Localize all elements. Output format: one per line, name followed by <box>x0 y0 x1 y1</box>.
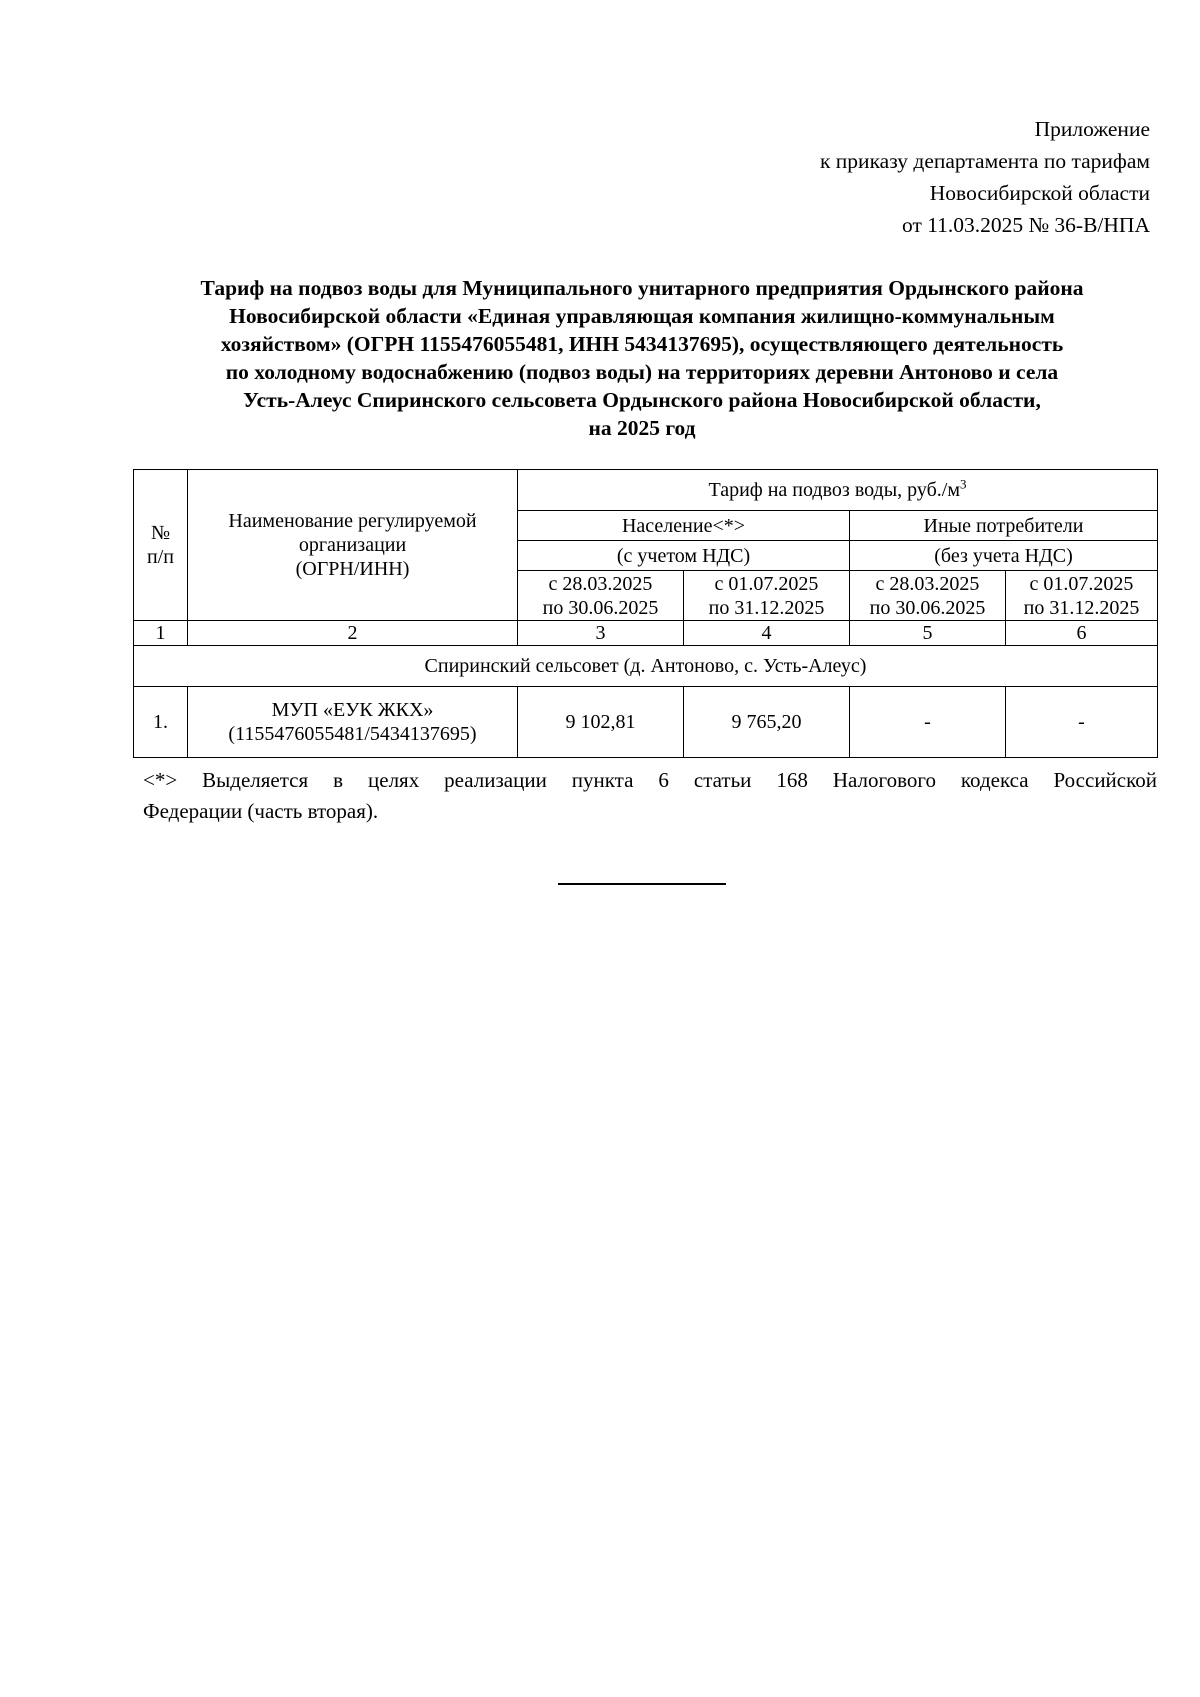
title-line: хозяйством» (ОГРН 1155476055481, ИНН 5434137695), осуществляющего деятельность <box>220 332 1064 356</box>
header-number-abbrev: п/п <box>147 546 174 568</box>
header-tariff-unit-superscript: 3 <box>960 476 967 492</box>
period-end: по 31.12.2025 <box>708 596 825 619</box>
row-population-tariff-period2: 9 765,20 <box>684 687 850 758</box>
title-line: по холодному водоснабжению (подвоз воды) на территориях деревни Антоново и села <box>225 360 1059 384</box>
title-line: Усть-Алеус Спиринского сельсовета Ордынского района Новосибирской области, <box>243 388 1041 412</box>
row-organization-ids: (1155476055481/5434137695) <box>228 723 477 745</box>
column-number: 5 <box>850 621 1006 646</box>
header-period-cell <box>1006 571 1158 621</box>
header-others-vat: (без учета НДС) <box>850 541 1158 571</box>
header-population-cell: Население<*> <box>518 511 850 541</box>
header-period-cell <box>518 571 684 621</box>
header-period-cell <box>850 571 1006 621</box>
row-others-tariff-period1: - <box>850 687 1006 758</box>
header-others-cell: Иные потребители <box>850 511 1158 541</box>
header-organization-line: (ОГРН/ИНН) <box>295 558 410 580</box>
footnote-line: <*> Выделяется в целях реализации пункта 6 статьи 168 Налогового кодекса Российской <box>143 768 1157 792</box>
header-tariff-cell <box>518 470 1158 511</box>
column-number: 3 <box>518 621 684 646</box>
header-population-vat: (с учетом НДС) <box>518 541 850 571</box>
header-tariff-label: Тариф на подвоз воды, руб./м <box>708 479 961 501</box>
title-line: Тариф на подвоз воды для Муниципального унитарного предприятия Ордынского района <box>200 276 1084 300</box>
period-end: по 31.12.2025 <box>1023 596 1140 619</box>
header-period-cell <box>684 571 850 621</box>
appendix-date-line: от 11.03.2025 № 36-В/НПА <box>901 213 1150 237</box>
appendix-line: Приложение <box>1034 117 1150 141</box>
row-population-tariff-period1: 9 102,81 <box>518 687 684 758</box>
footnote-line: Федерации (часть вторая). <box>143 799 379 823</box>
row-organization-name: МУП «ЕУК ЖКХ» <box>271 699 434 721</box>
section-row-spirinsky: Спиринский сельсовет (д. Антоново, с. Усть-Алеус) <box>134 646 1158 687</box>
appendix-block <box>820 113 1150 241</box>
appendix-line: к приказу департамента по тарифам <box>819 149 1150 173</box>
period-start: с 01.07.2025 <box>1029 572 1134 595</box>
period-start: с 28.03.2025 <box>875 572 980 595</box>
header-number-cell <box>134 470 188 621</box>
table-row <box>134 687 1158 758</box>
header-number-sign: № <box>150 522 171 544</box>
column-number: 6 <box>1006 621 1158 646</box>
appendix-line: Новосибирской области <box>929 181 1150 205</box>
tariff-table <box>133 469 1158 758</box>
document-title <box>133 274 1151 442</box>
header-organization-cell <box>188 470 518 621</box>
column-number: 1 <box>134 621 188 646</box>
period-end: по 30.06.2025 <box>869 596 986 619</box>
header-organization-line: Наименование регулируемой <box>228 510 477 532</box>
column-number: 2 <box>188 621 518 646</box>
row-number: 1. <box>134 687 188 758</box>
row-others-tariff-period2: - <box>1006 687 1158 758</box>
period-end: по 30.06.2025 <box>542 596 659 619</box>
row-organization <box>188 687 518 758</box>
header-organization-line: организации <box>298 534 407 556</box>
title-line: Новосибирской области «Единая управляющая компания жилищно-коммунальным <box>229 304 1055 328</box>
column-number: 4 <box>684 621 850 646</box>
separator-line <box>558 883 726 885</box>
period-start: с 28.03.2025 <box>548 572 653 595</box>
period-start: с 01.07.2025 <box>714 572 819 595</box>
footnote <box>143 765 1157 827</box>
title-line: на 2025 год <box>588 416 696 440</box>
